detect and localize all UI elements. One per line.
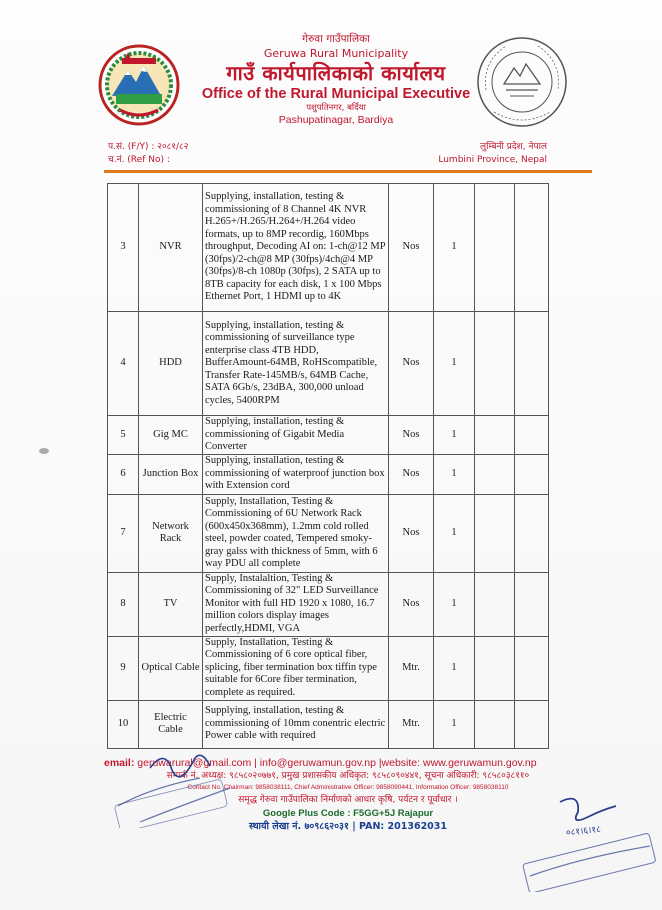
item-rate-cell: [475, 416, 515, 455]
item-name: Network Rack: [139, 494, 203, 572]
item-quantity: 1: [434, 454, 475, 494]
footer-motto: समृद्ध गेरुवा गाउँपालिका निर्माणको आधार कृषि, पर्यटन र पूर्वाधार ।: [238, 795, 458, 805]
office-name-en: Office of the Rural Municipal Executive: [201, 86, 471, 102]
table-row: [108, 312, 549, 416]
page-smudge: [38, 447, 50, 455]
item-name: TV: [139, 572, 203, 636]
header-divider: [104, 170, 592, 173]
email-label: email:: [104, 757, 135, 769]
province-en: Lumbini Province, Nepal: [438, 155, 547, 165]
item-description: Supply, Installation, Testing & Commissioning of 6U Network Rack (600x450x368mm), 1.2mm cold rolled steel, powder coated, Tempered smoky-gray galss with thickness of 5mm, with 6 way PDU all complete: [203, 494, 389, 572]
item-amount-cell: [515, 636, 549, 700]
item-number: 5: [108, 416, 139, 455]
item-description: Supplying, installation, testing & commissioning of 8 Channel 4K NVR H.265+/H.265/H.264+/H.264 video formats, up to 8MP recordig, 160Mbps throughput, Decoding AI on: 1-ch@12 MP (30fps)/2-ch@8 MP (30fps)/4ch@4 MP (30fps)/8-ch 1080p (30fps), 2 SATA up to 8TB capacity for each disk, 1 x 100 Mbps Ethernet Port, 1 HDMI up to 4K: [203, 184, 389, 312]
item-quantity: 1: [434, 312, 475, 416]
item-rate-cell: [475, 700, 515, 748]
item-amount-cell: [515, 184, 549, 312]
item-rate-cell: [475, 454, 515, 494]
item-amount-cell: [515, 454, 549, 494]
letterhead-title: [200, 32, 472, 127]
item-unit: Nos: [389, 184, 434, 312]
item-number: 3: [108, 184, 139, 312]
municipality-logo: [98, 44, 180, 126]
table-row: [108, 572, 549, 636]
office-name-np: गाउँ कार्यपालिकाको कार्यालय: [226, 61, 446, 85]
items-table: [107, 183, 549, 749]
item-description: Supplying, installation, testing & commissioning of 10mm conentric electric Power cable with required: [203, 700, 389, 748]
item-rate-cell: [475, 184, 515, 312]
item-number: 4: [108, 312, 139, 416]
office-seal-stamp: [472, 32, 572, 132]
item-amount-cell: [515, 700, 549, 748]
chief-officer-signature-stamp: [520, 792, 660, 892]
item-quantity: 1: [434, 416, 475, 455]
item-name: HDD: [139, 312, 203, 416]
item-rate-cell: [475, 312, 515, 416]
item-number: 6: [108, 454, 139, 494]
item-description: Supply, Instalaltion, Testing & Commissioning of 32" LED Surveillance Monitor with full HD 1920 x 1080, 16.7 million colors display images perfectly,HDMI, VGA: [203, 572, 389, 636]
item-description: Supplying, installation, testing & commissioning of Gigabit Media Converter: [203, 416, 389, 455]
item-rate-cell: [475, 494, 515, 572]
item-name: Electric Cable: [139, 700, 203, 748]
item-quantity: 1: [434, 572, 475, 636]
item-unit: Mtr.: [389, 700, 434, 748]
table-row: [108, 416, 549, 455]
item-quantity: 1: [434, 184, 475, 312]
item-number: 9: [108, 636, 139, 700]
item-description: Supplying, installation, testing & commissioning of waterproof junction box with Extension cord: [203, 454, 389, 494]
item-unit: Nos: [389, 416, 434, 455]
address-en: Pashupatinagar, Bardiya: [278, 114, 394, 126]
ref-no-label: च.नं. (Ref No) :: [108, 155, 170, 165]
table-row: [108, 700, 549, 748]
municipality-name-np: गेरुवा गाउँपालिका: [302, 33, 370, 45]
footer-contacts-en: Contact No. Chairman: 9858038111, Chief Administrative Officer: 9858090441, Information Officer: 9858038110: [187, 784, 509, 791]
item-name: NVR: [139, 184, 203, 312]
footer-plus-code: Google Plus Code : F5GG+5J Rajapur: [262, 808, 434, 819]
item-unit: Nos: [389, 312, 434, 416]
table-row: [108, 494, 549, 572]
information-officer-stamp: [110, 748, 250, 828]
signature-date: ०८१।६।१८: [565, 824, 602, 839]
address-np: पशुपतिनगर, बर्दिया: [306, 103, 366, 113]
province-block: [438, 141, 547, 167]
item-number: 8: [108, 572, 139, 636]
item-quantity: 1: [434, 700, 475, 748]
footer-contacts-np: सम्पर्क नं. अध्यक्ष: ९८५८०२०७७१, प्रमुख प्रशासकीय अधिकृत: ९८५८०९०४४१, सूचना अधिकारी: ९८५८०३८११०: [166, 771, 530, 781]
item-description: Supplying, installation, testing & commissioning of surveillance type enterprise class 4TB HDD, BufferAmount-64MB, RoHScompatible, Transfer Rate-145MB/s, 64MB Cache, SATA 6Gb/s, 23dBA, 300,000 unload cycles, 5400RPM: [203, 312, 389, 416]
item-number: 7: [108, 494, 139, 572]
item-quantity: 1: [434, 636, 475, 700]
email-text: geruwarural@gmail.com | info@geruwamun.gov.np |website:: [137, 757, 423, 769]
item-name: Gig MC: [139, 416, 203, 455]
item-unit: Nos: [389, 572, 434, 636]
fiscal-year-ref: [108, 141, 188, 167]
fiscal-year-label: प.सं. (F/Y) : २०८१/८२: [108, 142, 189, 152]
item-unit: Mtr.: [389, 636, 434, 700]
website-link[interactable]: www.geruwamun.gov.np: [423, 757, 537, 769]
item-name: Junction Box: [139, 454, 203, 494]
item-quantity: 1: [434, 494, 475, 572]
item-amount-cell: [515, 572, 549, 636]
footer-pan: स्थायी लेखा नं. ७०९८६२०३१ | PAN: 201362031: [248, 821, 448, 832]
item-unit: Nos: [389, 454, 434, 494]
item-amount-cell: [515, 416, 549, 455]
item-name: Optical Cable: [139, 636, 203, 700]
item-rate-cell: [475, 572, 515, 636]
item-amount-cell: [515, 312, 549, 416]
item-rate-cell: [475, 636, 515, 700]
table-row: [108, 636, 549, 700]
item-amount-cell: [515, 494, 549, 572]
item-number: 10: [108, 700, 139, 748]
province-np: लुम्बिनी प्रदेश, नेपाल: [480, 142, 547, 152]
municipality-name-en: Geruwa Rural Municipality: [263, 47, 409, 60]
table-row: [108, 184, 549, 312]
item-description: Supply, Installation, Testing & Commissioning of 6 core optical fiber, splicing, fiber termination box tiffin type suitable for 6Core fiber termination, complete as required.: [203, 636, 389, 700]
table-row: [108, 454, 549, 494]
item-unit: Nos: [389, 494, 434, 572]
